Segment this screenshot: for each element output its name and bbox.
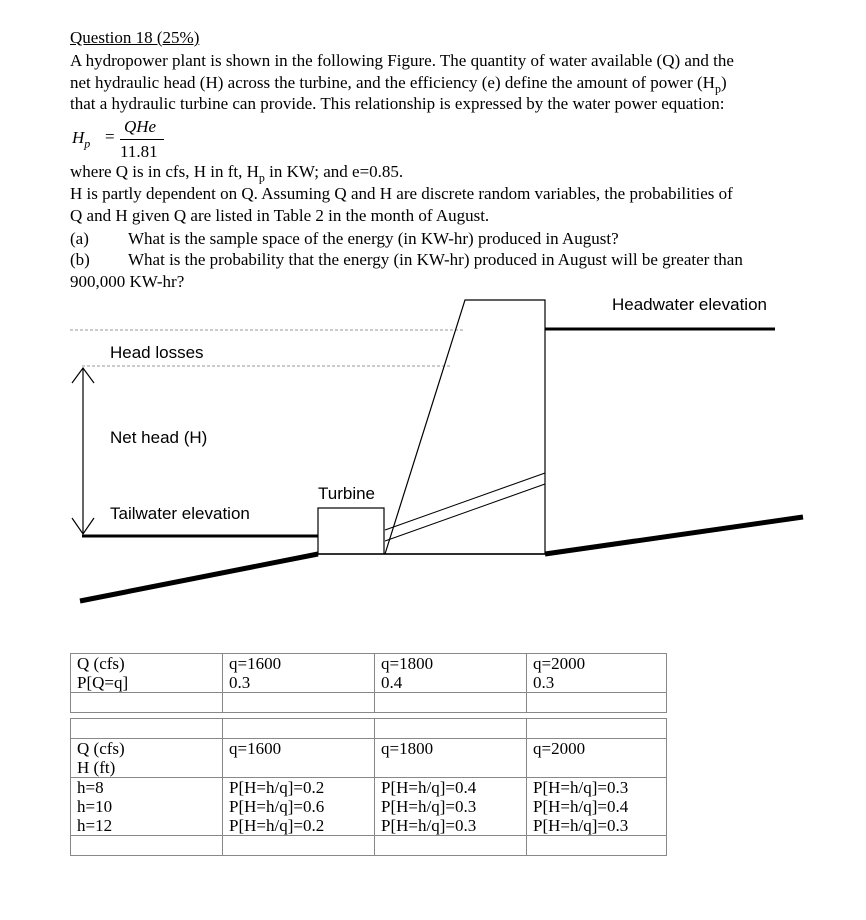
table-row	[71, 739, 667, 778]
table-cell: q=2000	[527, 739, 667, 778]
turbine-label: Turbine	[318, 484, 376, 503]
penstock-lower	[385, 484, 545, 541]
fraction-bar	[120, 139, 164, 140]
paragraph-line-3: that a hydraulic turbine can provide. This relationship is expressed by the water power equation:	[70, 94, 725, 113]
table-row	[71, 654, 667, 693]
equation-denominator: 11.81	[120, 142, 158, 161]
penstock-upper	[385, 473, 545, 530]
paragraph-line-1: A hydropower plant is shown in the following Figure. The quantity of water available (Q) and the	[70, 51, 734, 70]
table-row	[71, 778, 667, 836]
part-b-continuation: 900,000 KW-hr?	[70, 272, 185, 291]
dam	[385, 300, 545, 554]
table-cell: Q (cfs) H (ft)	[71, 739, 223, 778]
table-cell: q=1800	[375, 739, 527, 778]
where-line: where Q is in cfs, H in ft, $H_p$ in KW; and e=0.85.	[70, 162, 404, 185]
paragraph-line-5: H is partly dependent on Q. Assuming Q and H are discrete random variables, the probabilities of	[70, 184, 733, 203]
net-head-arrow-bottom	[72, 518, 94, 534]
ground-left	[80, 554, 318, 601]
head-losses-label: Head losses	[110, 343, 204, 362]
table-cell: q=2000 0.3	[527, 654, 667, 693]
turbine-box	[318, 508, 384, 554]
headwater-label: Headwater elevation	[612, 295, 767, 314]
question-title: Question 18 (25%)	[70, 28, 200, 47]
equation-lhs: $H_p$	[72, 128, 91, 151]
table-cell: q=1800 0.4	[375, 654, 527, 693]
part-b-label: (b)	[70, 250, 90, 269]
table-cell: P[H=h/q]=0.2 P[H=h/q]=0.6 P[H=h/q]=0.2	[223, 778, 375, 836]
table-row-empty	[71, 836, 667, 856]
table-cell: P[H=h/q]=0.4 P[H=h/q]=0.3 P[H=h/q]=0.3	[375, 778, 527, 836]
ground-right	[545, 517, 803, 554]
table-h-given-q	[70, 718, 667, 856]
table-q-probability	[70, 653, 667, 713]
table-cell: q=1600 0.3	[223, 654, 375, 693]
table-row-empty	[71, 719, 667, 739]
paragraph-line-6: Q and H given Q are listed in Table 2 in the month of August.	[70, 206, 490, 225]
para2-text: net hydraulic head (H) across the turbine, and the efficiency (e) define the amount of power (H	[70, 73, 715, 92]
tailwater-label: Tailwater elevation	[110, 504, 250, 523]
part-a-text: What is the sample space of the energy (in KW-hr) produced in August?	[128, 229, 619, 248]
part-b-text: What is the probability that the energy (in KW-hr) produced in August will be greater than	[128, 250, 743, 269]
equation-equals: =	[105, 127, 115, 146]
net-head-label: Net head (H)	[110, 428, 208, 447]
part-a-label: (a)	[70, 229, 89, 248]
table-cell: q=1600	[223, 739, 375, 778]
table-cell: h=8 h=10 h=12	[71, 778, 223, 836]
para2-subscript: p	[714, 81, 721, 96]
table-cell: Q (cfs) P[Q=q]	[71, 654, 223, 693]
table-cell: P[H=h/q]=0.3 P[H=h/q]=0.4 P[H=h/q]=0.3	[527, 778, 667, 836]
equation-numerator: QHe	[124, 117, 157, 136]
net-head-arrow-top	[72, 368, 94, 383]
para2-end: )	[720, 73, 727, 92]
table-row-empty	[71, 693, 667, 713]
